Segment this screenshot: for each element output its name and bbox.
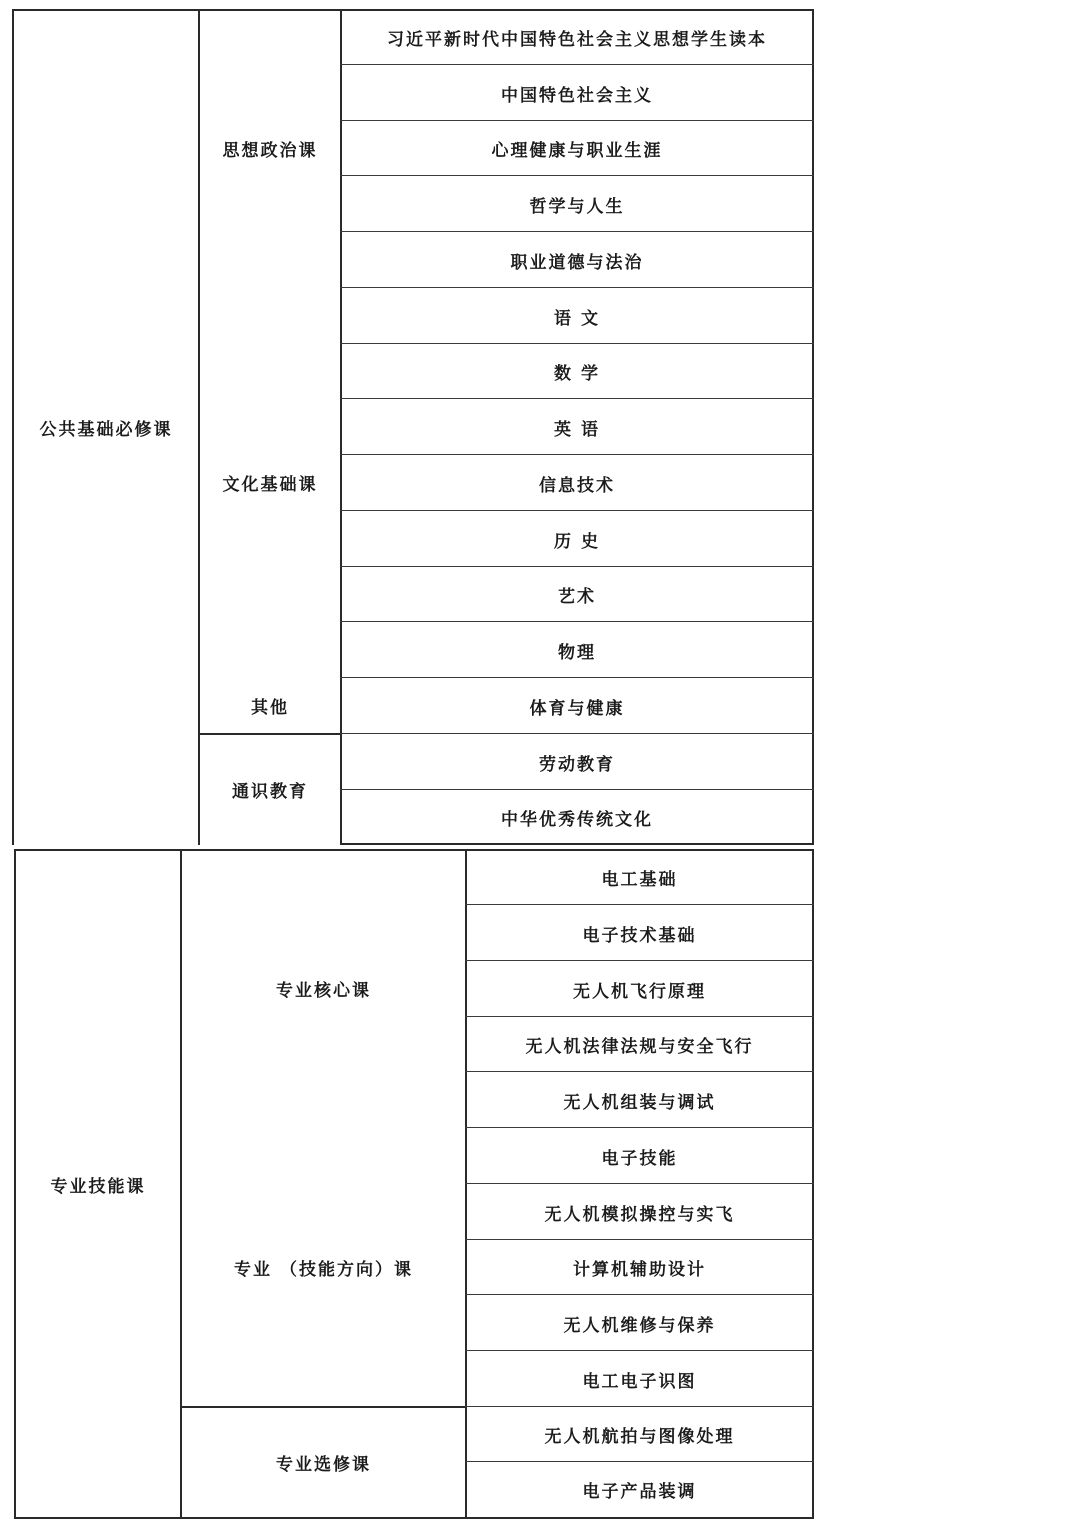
course-cell: 中华优秀传统文化 xyxy=(501,809,653,830)
table2-border-bottom xyxy=(14,1517,814,1519)
course-cell: 英 语 xyxy=(554,419,600,440)
course-cell: 职业道德与法治 xyxy=(510,252,644,273)
group-label-public-foundation: 公共基础必修课 xyxy=(39,419,173,440)
course-cell: 物理 xyxy=(558,642,596,663)
course-cell: 劳动教育 xyxy=(539,754,615,775)
course-cell: 电工电子识图 xyxy=(582,1371,697,1392)
subgroup-label-core: 专业核心课 xyxy=(276,980,371,1001)
course-cell: 心理健康与职业生涯 xyxy=(491,141,663,161)
subgroup-label-general: 通识教育 xyxy=(232,781,308,802)
professional-skills-table xyxy=(14,849,816,1519)
course-cell: 无人机组装与调试 xyxy=(563,1092,716,1113)
course-cell: 历 史 xyxy=(554,531,600,552)
table2-border-right xyxy=(812,849,814,1519)
group-label-professional-skills: 专业技能课 xyxy=(50,1176,146,1197)
course-cell: 电子技术基础 xyxy=(582,925,697,946)
course-cell: 计算机辅助设计 xyxy=(573,1260,706,1280)
course-cell: 无人机航拍与图像处理 xyxy=(544,1427,735,1447)
course-cell: 体育与健康 xyxy=(529,698,625,719)
course-cell: 无人机维修与保养 xyxy=(563,1315,716,1336)
subgroup-label-ideology: 思想政治课 xyxy=(222,140,318,161)
course-cell: 习近平新时代中国特色社会主义思想学生读本 xyxy=(387,29,767,50)
public-foundation-table xyxy=(12,9,814,845)
course-cell: 语 文 xyxy=(554,308,600,329)
course-cell: 无人机飞行原理 xyxy=(573,981,706,1002)
subgroup-label-elective: 专业选修课 xyxy=(276,1455,371,1475)
subgroup-label-culture: 文化基础课 xyxy=(222,474,318,495)
course-cell: 电工基础 xyxy=(601,869,678,890)
course-cell: 无人机模拟操控与实飞 xyxy=(544,1204,735,1225)
course-cell: 无人机法律法规与安全飞行 xyxy=(525,1037,754,1057)
subgroup-label-direction: 专业 （技能方向）课 xyxy=(234,1259,413,1280)
course-cell: 电子技能 xyxy=(601,1148,678,1169)
course-cell: 中国特色社会主义 xyxy=(501,85,653,106)
table1-border-right xyxy=(812,9,814,845)
course-cell: 信息技术 xyxy=(539,475,615,496)
course-cell: 艺术 xyxy=(558,587,596,607)
course-cell: 数 学 xyxy=(554,364,600,384)
course-cell: 哲学与人生 xyxy=(529,196,625,217)
subgroup-label-other: 其他 xyxy=(251,697,289,718)
course-cell: 电子产品装调 xyxy=(582,1482,697,1502)
